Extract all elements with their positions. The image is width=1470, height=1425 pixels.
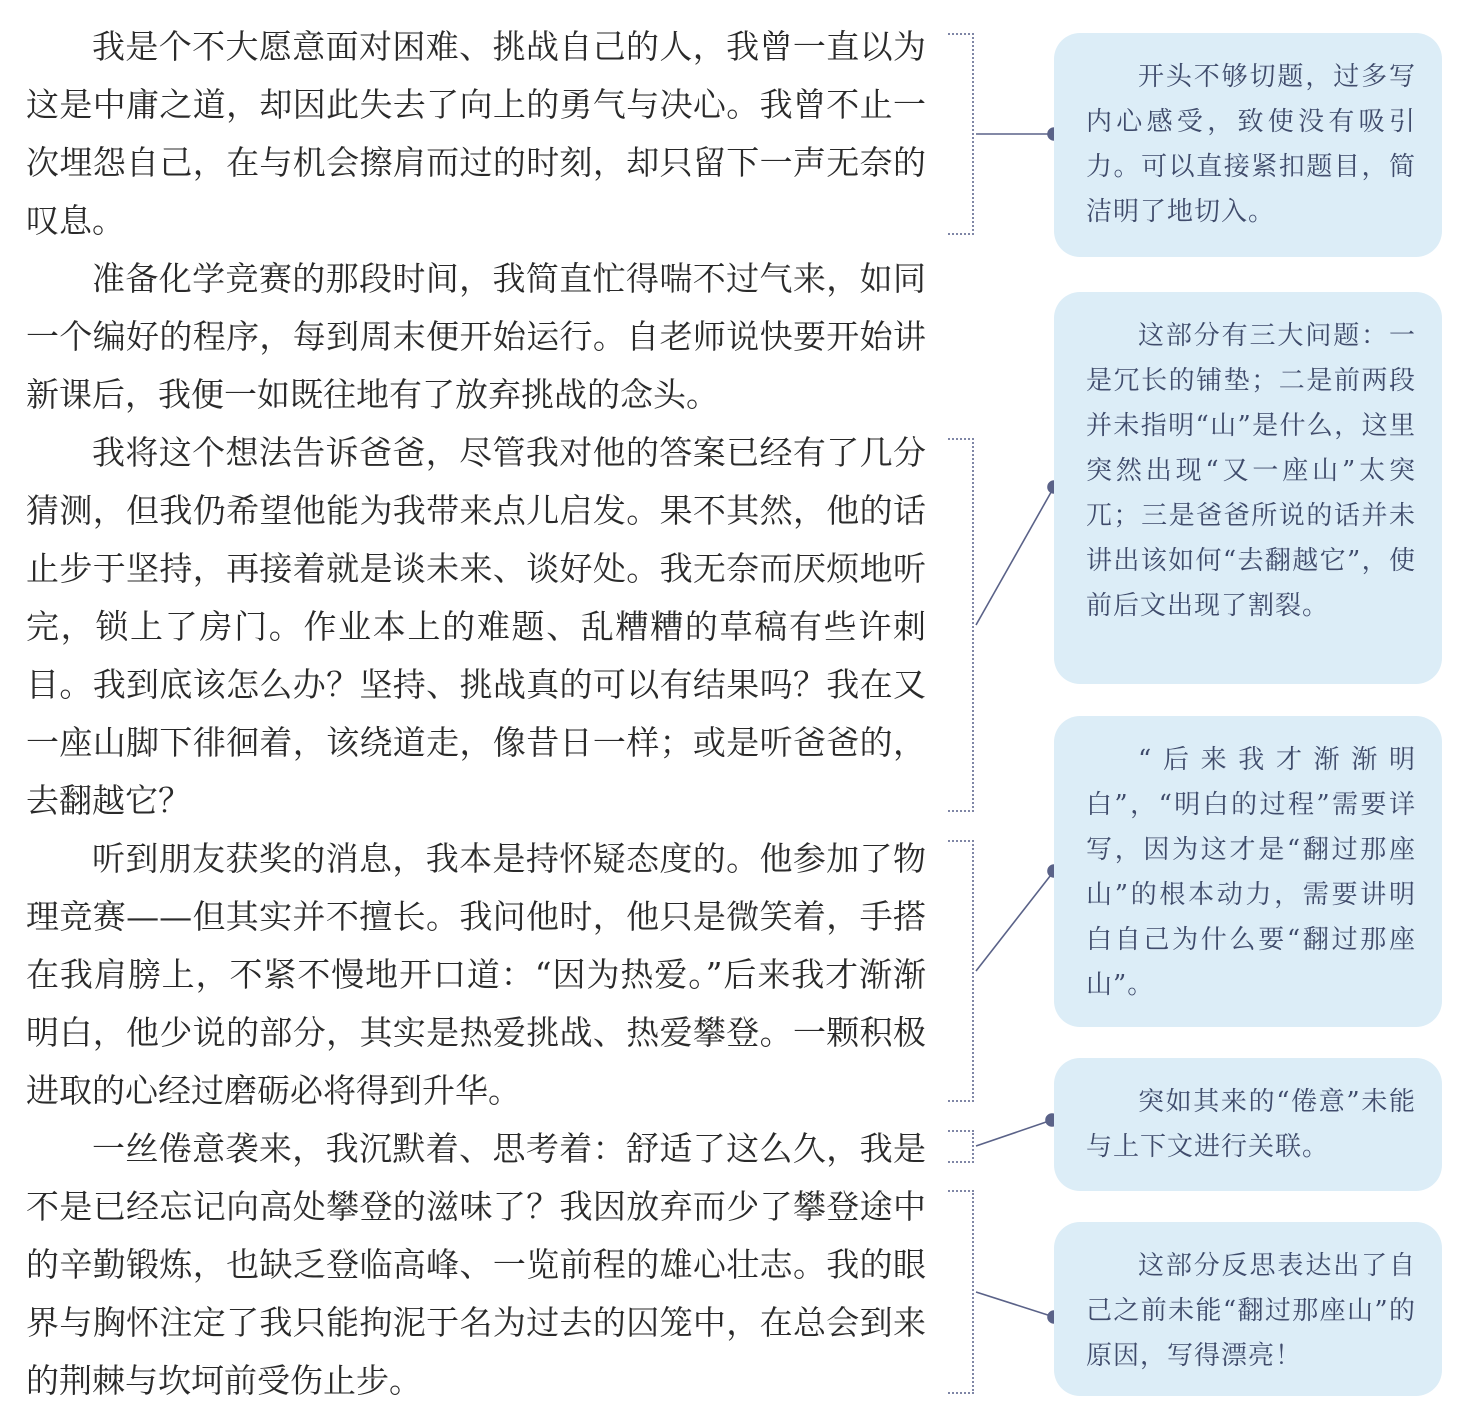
comment-note-2 xyxy=(1054,292,1442,684)
comment-note-4-text: 突如其来的“倦意”未能与上下文进行关联。 xyxy=(1086,1087,1416,1162)
essay-paragraph-3: 我将这个想法告诉爸爸，尽管我对他的答案已经有了几分猜测，但我仍希望他能为我带来点儿启发。果不其然，他的话止步于坚持，再接着就是谈未来、谈好处。我无奈而厌烦地听完，锁上了房门。作业本上的难题、乱糟糟的草稿有些许刺目。我到底该怎么办？坚持、挑战真的可以有结果吗？我在又一座山脚下徘徊着，该绕道走，像昔日一样；或是听爸爸的，去翻越它？ xyxy=(26,433,926,820)
comment-note-1 xyxy=(1054,33,1442,257)
comment-note-3-text: “后来我才渐渐明白”，“明白的过程”需要详写，因为这才是“翻过那座山”的根本动力，需要讲明白自己为什么要“翻过那座山”。 xyxy=(1086,745,1416,1000)
essay-paragraph-4: 听到朋友获奖的消息，我本是持怀疑态度的。他参加了物理竞赛——但其实并不擅长。我问他时，他只是微笑着，手搭在我肩膀上，不紧不慢地开口道：“因为热爱。”后来我才渐渐明白，他少说的部分，其实是热爱挑战、热爱攀登。一颗积极进取的心经过磨砺必将得到升华。 xyxy=(26,839,926,1110)
comment-note-1-text: 开头不够切题，过多写内心感受，致使没有吸引力。可以直接紧扣题目，简洁明了地切入。 xyxy=(1086,62,1416,227)
connector-line-5 xyxy=(976,1292,1054,1317)
essay-paragraph-1: 我是个不大愿意面对困难、挑战自己的人，我曾一直以为这是中庸之道，却因此失去了向上的勇气与决心。我曾不止一次埋怨自己，在与机会擦肩而过的时刻，却只留下一声无奈的叹息。 xyxy=(26,27,926,240)
connector-line-4 xyxy=(976,1120,1052,1146)
comment-note-5-text: 这部分反思表达出了自己之前未能“翻过那座山”的原因，写得漂亮！ xyxy=(1086,1251,1416,1371)
connector-line-2 xyxy=(976,487,1054,625)
connector-line-3 xyxy=(976,871,1054,971)
comment-note-2-text: 这部分有三大问题：一是冗长的铺垫；二是前两段并未指明“山”是什么，这里突然出现“又一座山”太突兀；三是爸爸所说的话并未讲出该如何“去翻越它”，使前后文出现了割裂。 xyxy=(1086,321,1416,621)
essay-paragraph-5: 一丝倦意袭来，我沉默着、思考着：舒适了这么久，我是不是已经忘记向高处攀登的滋味了？我因放弃而少了攀登途中的辛勤锻炼，也缺乏登临高峰、一览前程的雄心壮志。我的眼界与胸怀注定了我只能拘泥于名为过去的囚笼中，在总会到来的荆棘与坎坷前受伤止步。 xyxy=(26,1129,926,1400)
comment-note-5 xyxy=(1054,1222,1442,1396)
comment-note-4 xyxy=(1054,1058,1442,1191)
essay-paragraph-2: 准备化学竞赛的那段时间，我简直忙得喘不过气来，如同一个编好的程序，每到周末便开始运行。自老师说快要开始讲新课后，我便一如既往地有了放弃挑战的念头。 xyxy=(26,259,926,414)
comment-note-3 xyxy=(1054,716,1442,1027)
